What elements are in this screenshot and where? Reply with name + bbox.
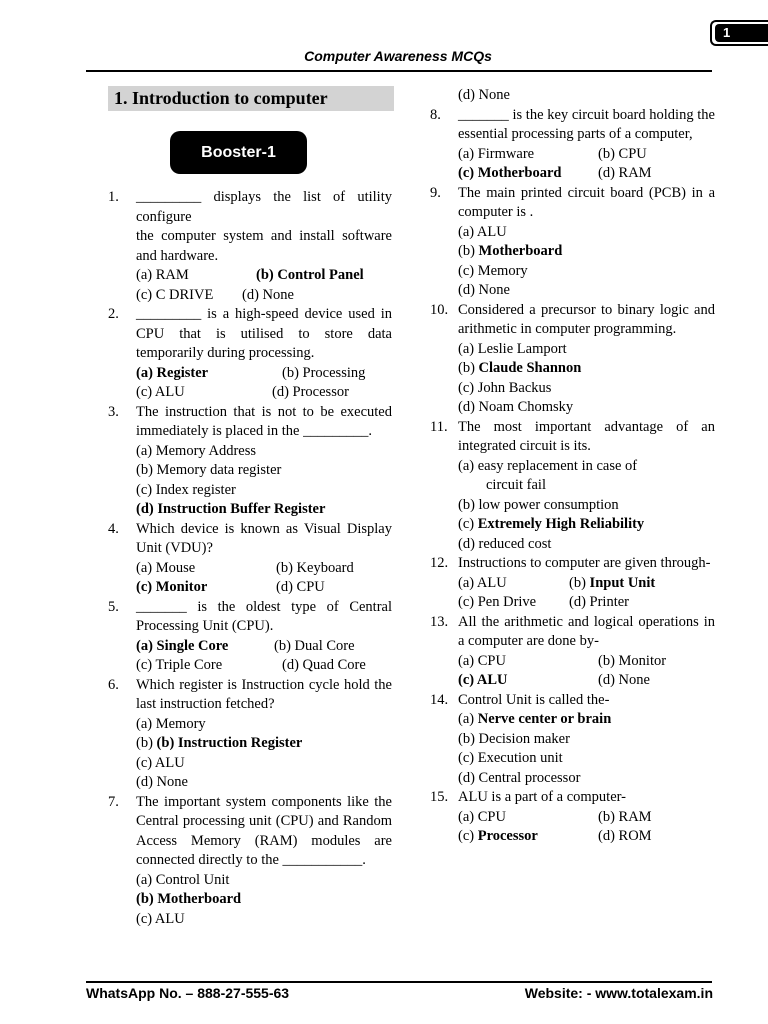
question-1: 1. _________ displays the list of utility configure the computer system and install software and hardware. (a) RAM (b) Control Panel (c) C DRIVE (d) None xyxy=(108,188,392,305)
question-text: Instructions to computer are given through- xyxy=(458,555,711,571)
option-a: (a) CPU xyxy=(458,808,506,825)
option-b: (b) Memory data register xyxy=(136,462,282,478)
option-d: (d) Processor xyxy=(272,384,349,400)
option-a-answer: (a) Nerve center or brain xyxy=(458,711,612,727)
option-a: (a) Firmware xyxy=(458,145,535,162)
option-b: (b) CPU xyxy=(598,145,647,162)
question-5: 5. _______ is the oldest type of Central Processing Unit (CPU). (a) Single Core (b) Dual Core (c) Triple Core (d) Quad Core xyxy=(108,598,392,676)
option-a: (a) Leslie Lamport xyxy=(458,340,567,357)
option-b: (b) low power consumption xyxy=(458,496,619,513)
option-c: (c) John Backus xyxy=(458,379,552,396)
option-d: (d) ROM xyxy=(598,828,652,844)
option-a-continued: circuit fail xyxy=(486,477,546,493)
option-a: (a) ALU xyxy=(458,574,507,591)
option-d: (d) None xyxy=(458,282,510,298)
question-text: The main printed circuit board (PCB) in a computer is . xyxy=(458,184,715,220)
question-10: 10. Considered a precursor to binary logic and arithmetic in computer programming. (a) Leslie Lamport (b) Claude Shannon (c) John Backus (d) Noam Chomsky xyxy=(430,301,715,418)
option-d: (d) Printer xyxy=(569,594,629,610)
question-3: 3. The instruction that is not to be executed immediately is placed in the _________. (a) Memory Address (b) Memory data register (c) Index register (d) Instruction Buffer Register xyxy=(108,403,392,520)
option-b: (b) Dual Core xyxy=(274,637,355,654)
page-number-badge xyxy=(710,20,768,46)
option-d: (d) reduced cost xyxy=(458,535,552,552)
question-text: The instruction that is not to be executed immediately is placed in the _________. xyxy=(136,403,392,439)
option-c: (c) Index register xyxy=(136,481,236,498)
option-c: (c) Execution unit xyxy=(458,750,563,766)
question-text: Control Unit is called the- xyxy=(458,691,610,708)
option-d: (d) None xyxy=(458,87,510,103)
question-text: _______ is the key circuit board holding the essential processing parts of a computer, xyxy=(458,106,715,142)
option-a: (a) Memory Address xyxy=(136,442,257,459)
question-text: ALU is a part of a computer- xyxy=(458,789,627,805)
question-14: 14. Control Unit is called the- (a) Nerve center or brain (b) Decision maker (c) Execution unit (d) Central processor xyxy=(430,691,715,789)
option-c: (c) Memory xyxy=(458,262,528,279)
question-7: 7. The important system components like the Central processing unit (CPU) and Random Access Memory (RAM) modules are connected directly to the ___________. (a) Control Unit (b) Motherboard (c) ALU xyxy=(108,793,392,930)
option-d: (d) Quad Core xyxy=(282,657,366,673)
option-b: (b) Processing xyxy=(282,364,366,381)
option-d: (d) None xyxy=(598,672,650,688)
right-column xyxy=(430,86,715,847)
option-d: (d) None xyxy=(242,286,294,303)
option-c: (c) C DRIVE xyxy=(136,286,214,303)
option-b-answer: (b) Claude Shannon xyxy=(458,360,582,376)
option-c-answer: (c) Extremely High Reliability xyxy=(458,516,645,532)
option-b: (b) Monitor xyxy=(598,652,667,669)
option-c: (c) ALU xyxy=(136,910,185,927)
page-number: 1 xyxy=(715,24,768,42)
question-text: All the arithmetic and logical operations in a computer are done by- xyxy=(458,613,715,649)
option-d: (d) Central processor xyxy=(458,769,581,786)
question-15: 15. ALU is a part of a computer- (a) CPU (b) RAM (c) Processor (d) ROM xyxy=(430,788,715,847)
question-11: 11. The most important advantage of an integrated circuit is its. (a) easy replacement in case of circuit fail (b) low power consumption (c) Extremely High Reliability (d) reduced cost xyxy=(430,418,715,555)
question-text: _________ displays the list of utility configure xyxy=(136,189,392,225)
booster-label: Booster-1 xyxy=(170,131,307,174)
option-b: (b) RAM xyxy=(598,808,652,825)
question-12: 12. Instructions to computer are given through- (a) ALU (b) Input Unit (c) Pen Drive (d) Printer xyxy=(430,554,715,613)
question-text: Which register is Instruction cycle hold the last instruction fetched? xyxy=(136,676,392,712)
question-text: The important system components like the Central processing unit (CPU) and Random Access Memory (RAM) modules are connected directly to the ___________. xyxy=(136,793,392,868)
option-a: (a) RAM xyxy=(136,267,189,283)
option-b-answer: (b) (b) Instruction Register xyxy=(136,735,303,751)
footer-whatsapp: WhatsApp No. – 888-27-555-63 xyxy=(86,985,290,1001)
question-text: _________ is a high-speed device used in CPU that is utilised to store data temporarily during processing. xyxy=(136,306,392,361)
question-9: 9. The main printed circuit board (PCB) in a computer is . (a) ALU (b) Motherboard (c) Memory (d) None xyxy=(430,184,715,301)
option-a: (a) easy replacement in case of xyxy=(458,457,638,474)
footer-website: Website: - www.totalexam.in xyxy=(524,985,713,1001)
question-13: 13. All the arithmetic and logical operations in a computer are done by- (a) CPU (b) Monitor (c) ALU (d) None xyxy=(430,613,715,691)
option-a: (a) Mouse xyxy=(136,559,196,576)
option-b-answer: (b) Control Panel xyxy=(256,267,364,283)
option-b-answer: (b) Motherboard xyxy=(458,243,563,259)
option-b-answer: (b) Input Unit xyxy=(569,574,656,591)
question-text: Considered a precursor to binary logic and arithmetic in computer programming. xyxy=(458,301,715,337)
option-c: (c) ALU xyxy=(136,384,185,400)
option-a: (a) CPU xyxy=(458,652,506,669)
option-c: (c) ALU xyxy=(136,754,185,771)
option-a-answer: (a) Register xyxy=(136,364,209,381)
option-c: (c) Pen Drive xyxy=(458,594,537,610)
option-d-answer: (d) Instruction Buffer Register xyxy=(136,501,326,517)
question-text: Which device is known as Visual Display Unit (VDU)? xyxy=(136,520,392,556)
section-heading: 1. Introduction to computer xyxy=(108,86,394,111)
question-8: 8. _______ is the key circuit board holding the essential processing parts of a computer, (a) Firmware (b) CPU (c) Motherboard (d) RAM xyxy=(430,106,715,184)
document-header-title: Computer Awareness MCQs xyxy=(304,48,492,64)
option-a: (a) Memory xyxy=(136,715,206,732)
question-text: the computer system and install software and hardware. xyxy=(136,228,392,264)
question-text: _______ is the oldest type of Central Processing Unit (CPU). xyxy=(136,598,392,634)
option-a: (a) Control Unit xyxy=(136,871,230,888)
question-7-continued xyxy=(430,86,715,106)
option-d: (d) CPU xyxy=(276,579,325,595)
option-c: (c) Triple Core xyxy=(136,657,223,673)
option-a-answer: (a) Single Core xyxy=(136,637,229,654)
option-d: (d) RAM xyxy=(598,165,652,181)
option-c-answer: (c) ALU xyxy=(458,672,508,688)
option-d: (d) None xyxy=(136,774,188,790)
left-column xyxy=(108,188,392,929)
option-d: (d) Noam Chomsky xyxy=(458,399,574,415)
header-divider xyxy=(86,70,712,72)
option-c-answer: (c) Monitor xyxy=(136,579,208,595)
question-6: 6. Which register is Instruction cycle hold the last instruction fetched? (a) Memory (b) (b) Instruction Register (c) ALU (d) None xyxy=(108,676,392,793)
option-c-answer: (c) Motherboard xyxy=(458,165,562,181)
option-c-answer: (c) Processor xyxy=(458,828,538,844)
option-b: (b) Keyboard xyxy=(276,559,354,576)
question-text: The most important advantage of an integrated circuit is its. xyxy=(458,418,715,454)
question-4: 4. Which device is known as Visual Display Unit (VDU)? (a) Mouse (b) Keyboard (c) Monitor (d) CPU xyxy=(108,520,392,598)
option-a: (a) ALU xyxy=(458,223,507,240)
option-b: (b) Decision maker xyxy=(458,730,570,747)
footer-divider xyxy=(86,981,712,983)
question-2: 2. _________ is a high-speed device used in CPU that is utilised to store data temporarily during processing. (a) Register (b) Processing (c) ALU (d) Processor xyxy=(108,305,392,403)
option-b-answer: (b) Motherboard xyxy=(136,891,242,907)
